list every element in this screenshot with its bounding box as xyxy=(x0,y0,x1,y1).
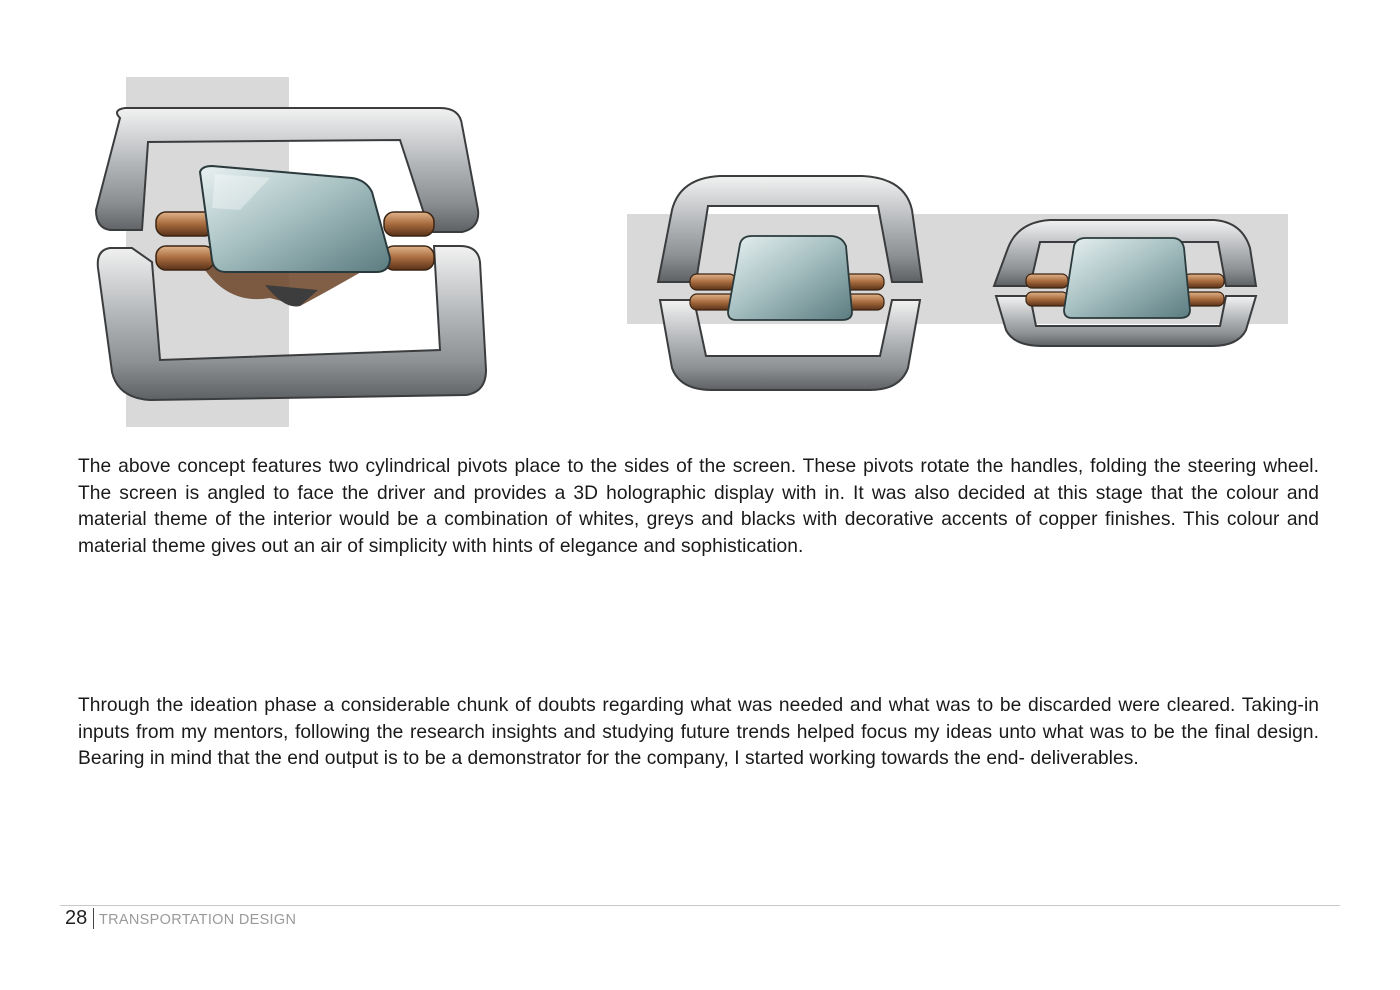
footer-separator xyxy=(93,908,94,929)
large-steering-wheel-sketch xyxy=(96,77,486,427)
page-number: 28 xyxy=(65,907,88,929)
medium-steering-wheel-sketch xyxy=(658,176,922,390)
small-steering-wheel-sketch xyxy=(994,220,1256,346)
ideation-summary-paragraph: Through the ideation phase a considerable chunk of doubts regarding what was needed and what was to be discarded were cleared. Taking-in inputs from my mentors, following the research insights and studying future trends helped focus my ideas unto what was to be the final design. Bearing in mind that the end output is to be a demonstrator for the company, I started working towards the end- deliverables. xyxy=(78,695,1319,769)
concept-sketches xyxy=(0,0,1400,440)
steering-wheel-sketches-illustration xyxy=(0,0,1400,440)
footer-section-title: TRANSPORTATION DESIGN xyxy=(99,912,297,928)
concept-description-paragraph: The above concept features two cylindrical pivots place to the sides of the screen. These pivots rotate the handles, folding the steering wheel. The screen is angled to face the driver and provides a 3D holographic display with in. It was also decided at this stage that the colour and material theme of the interior would be a combination of whites, greys and blacks with decorative accents of copper finishes. This colour and material theme gives out an air of simplicity with hints of elegance and sophistication. xyxy=(78,456,1319,557)
footer-divider xyxy=(60,905,1340,906)
